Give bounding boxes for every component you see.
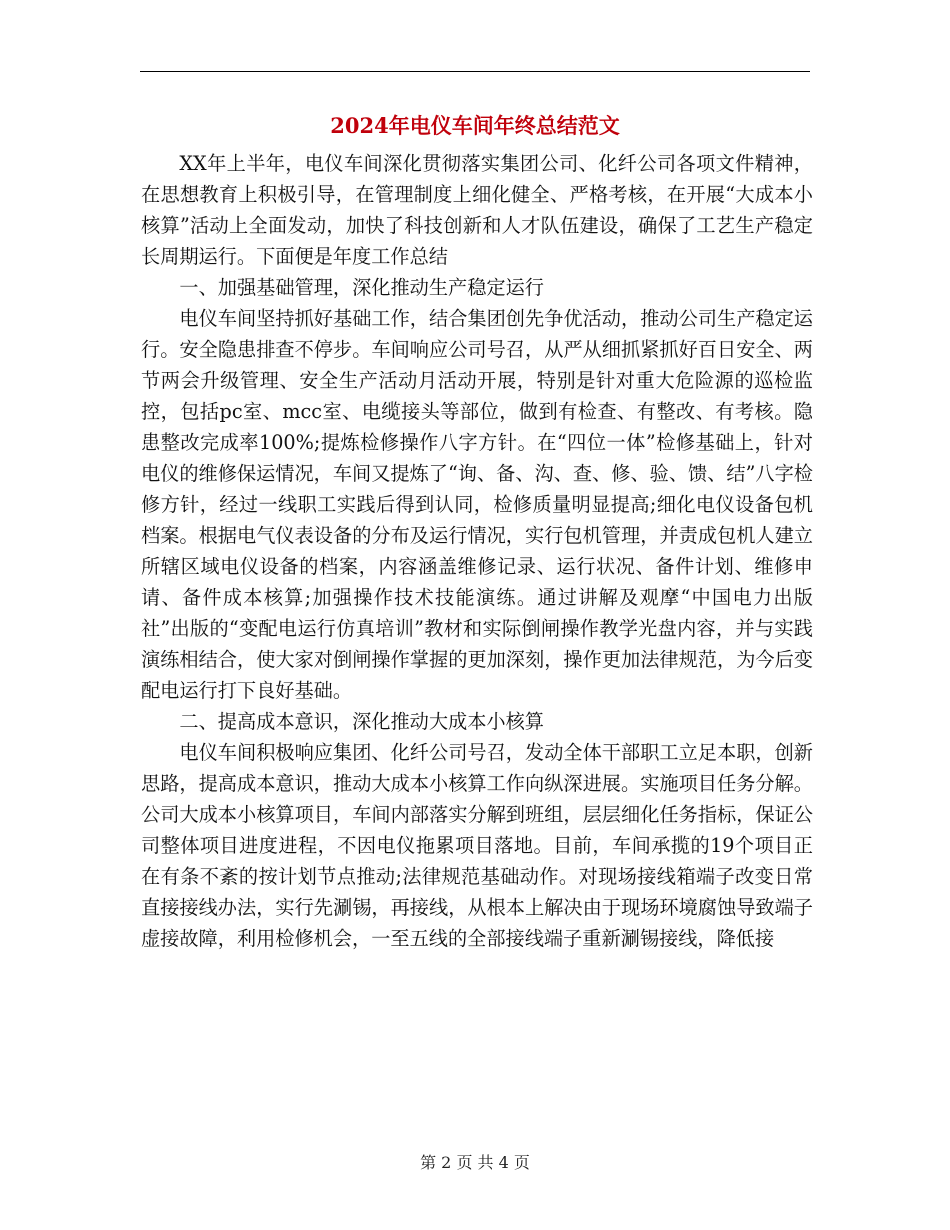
document-body [141, 148, 813, 954]
section-heading-2: 二、提高成本意识，深化推动大成本小核算 [179, 710, 544, 733]
section-heading-1: 一、加强基础管理，深化推动生产稳定运行 [179, 276, 544, 299]
intro-paragraph: XX年上半年，电仪车间深化贯彻落实集团公司、化纤公司各项文件精神，在思想教育上积极引导，在管理制度上细化健全、严格考核，在开展“大成本小核算”活动上全面发动，加快了科技创新和人才队伍建设，确保了工艺生产稳定长周期运行。下面便是年度工作总结 [141, 152, 813, 268]
header-rule [140, 71, 810, 72]
page-number-footer: 第 2 页 共 4 页 [420, 1153, 530, 1172]
section-1-paragraph: 电仪车间坚持抓好基础工作，结合集团创先争优活动，推动公司生产稳定运行。安全隐患排查不停步。车间响应公司号召，从严从细抓紧抓好百日安全、两节两会升级管理、安全生产活动月活动开展，特别是针对重大危险源的巡检监控，包括pc室、mcc室、电缆接头等部位，做到有检查、有整改、有考核。隐患整改完成率100%;提炼检修操作八字方针。在“四位一体”检修基础上，针对电仪的维修保运情况，车间又提炼了“询、备、沟、查、修、验、馈、结”八字检修方针，经过一线职工实践后得到认同，检修质量明显提高;细化电仪设备包机档案。根据电气仪表设备的分布及运行情况，实行包机管理，并责成包机人建立所辖区域电仪设备的档案，内容涵盖维修记录、运行状况、备件计划、维修申请、备件成本核算;加强操作技术技能演练。通过讲解及观摩“中国电力出版社”出版的“变配电运行仿真培训”教材和实际倒闸操作教学光盘内容，并与实践演练相结合，使大家对倒闸操作掌握的更加深刻，操作更加法律规范，为今后变配电运行打下良好基础。 [141, 307, 813, 702]
section-2-paragraph: 电仪车间积极响应集团、化纤公司号召，发动全体干部职工立足本职，创新思路，提高成本意识，推动大成本小核算工作向纵深进展。实施项目任务分解。公司大成本小核算项目，车间内部落实分解到班组，层层细化任务指标，保证公司整体项目进度进程，不因电仪拖累项目落地。目前，车间承揽的19个项目正在有条不紊的按计划节点推动;法律规范基础动作。对现场接线箱端子改变日常直接接线办法，实行先涮锡，再接线，从根本上解决由于现场环境腐蚀导致端子虚接故障，利用检修机会，一至五线的全部接线端子重新涮锡接线，降低接 [141, 741, 813, 950]
document-title: 2024年电仪车间年终总结范文 [330, 113, 620, 138]
